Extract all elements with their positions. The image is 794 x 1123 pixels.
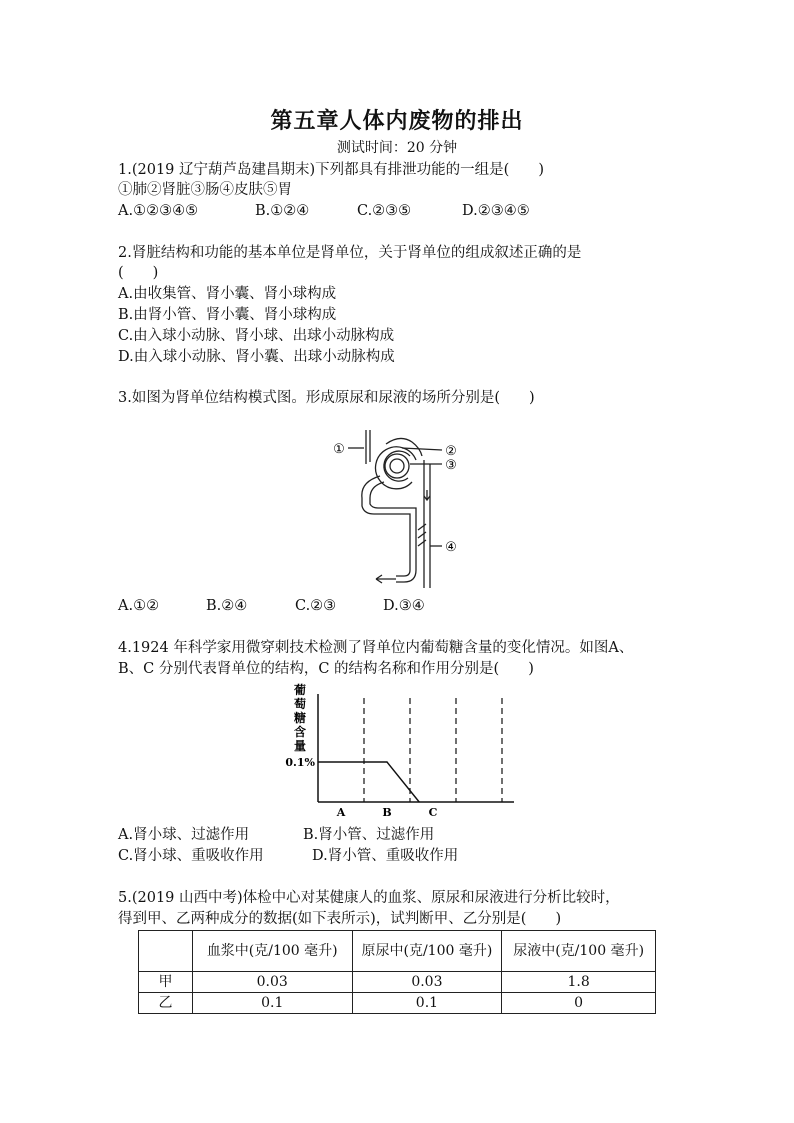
- table-row: [139, 993, 656, 1014]
- glucose-point-1: [317, 761, 318, 762]
- q4-option-c: C.肾小球、重吸收作用: [118, 848, 264, 864]
- table-cell: 乙: [139, 993, 193, 1014]
- composition-table: [138, 930, 656, 1014]
- table-header-cell: 尿液中(克/100 毫升): [502, 931, 656, 972]
- q3-stem: 3.如图为肾单位结构模式图。形成原尿和尿液的场所分别是( ): [118, 390, 535, 406]
- glucose-point-3: [419, 801, 420, 802]
- table-cell: 0: [502, 993, 656, 1014]
- glomerulus: [385, 454, 409, 478]
- table-header-cell: 血浆中(克/100 毫升): [192, 931, 352, 972]
- table-cell: 0.1: [352, 993, 502, 1014]
- q4-stem-line1: 4.1924 年科学家用微穿刺技术检测了肾单位内葡萄糖含量的变化情况。如图A、: [118, 640, 634, 656]
- q5-stem-line2: 得到甲、乙两种成分的数据(如下表所示)，试判断甲、乙分别是( ): [118, 911, 562, 927]
- table-cell: 甲: [139, 972, 193, 993]
- q2-paren: ( ): [118, 265, 159, 281]
- q2-option-b: B.由肾小管、肾小囊、肾小球构成: [118, 307, 337, 323]
- glucose-content-chart: [280, 682, 520, 822]
- figure-label-2: ②: [445, 444, 457, 459]
- q1-stem: 1.(2019 辽宁葫芦岛建昌期末)下列都具有排泄功能的一组是( ): [118, 162, 544, 178]
- q1-option-d: D.②③④⑤: [462, 203, 530, 219]
- q2-option-a: A.由收集管、肾小囊、肾小球构成: [118, 286, 337, 302]
- page-title: 第五章人体内废物的排出: [270, 108, 524, 134]
- table-row: [139, 972, 656, 993]
- y-axis-label-char: 葡: [293, 683, 307, 697]
- q1-option-b: B.①②④: [255, 203, 310, 219]
- q2-option-d: D.由入球小动脉、肾小囊、出球小动脉构成: [118, 349, 395, 365]
- figure-label-4: ④: [445, 540, 457, 555]
- figure-label-3: ③: [445, 458, 457, 473]
- y-axis-label-char: 糖: [293, 711, 307, 725]
- q2-stem: 2.肾脏结构和功能的基本单位是肾单位，关于肾单位的组成叙述正确的是: [118, 245, 582, 261]
- table-cell: 0.03: [192, 972, 352, 993]
- q3-option-a: A.①②: [118, 598, 160, 614]
- test-duration: 测试时间：20 分钟: [336, 140, 458, 156]
- table-header-cell: [139, 931, 193, 972]
- q4-stem-line2: B、C 分别代表肾单位的结构，C 的结构名称和作用分别是( ): [118, 661, 534, 677]
- q4-option-d: D.肾小管、重吸收作用: [312, 848, 459, 864]
- q3-option-c: C.②③: [295, 598, 337, 614]
- q1-option-c: C.②③⑤: [357, 203, 412, 219]
- y-axis-label-char: 含: [293, 725, 307, 739]
- x-tick-label-a: A: [336, 806, 346, 819]
- table-header-cell: 原尿中(克/100 毫升): [352, 931, 502, 972]
- figure-label-1: ①: [333, 442, 345, 457]
- nephron-diagram: [330, 420, 480, 588]
- renal-tubule: [362, 476, 410, 570]
- glucose-point-2: [386, 761, 387, 762]
- q5-stem-line1: 5.(2019 山西中考)体检中心对某健康人的血浆、原尿和尿液进行分析比较时，: [118, 890, 620, 906]
- q4-option-b: B.肾小管、过滤作用: [303, 827, 435, 843]
- table-cell: 0.1: [192, 993, 352, 1014]
- q2-option-c: C.由入球小动脉、肾小球、出球小动脉构成: [118, 328, 395, 344]
- x-tick-label-b: B: [382, 806, 392, 819]
- glucose-series-line: [318, 762, 419, 802]
- q3-option-d: D.③④: [383, 598, 425, 614]
- q4-option-a: A.肾小球、过滤作用: [118, 827, 250, 843]
- table-cell: 0.03: [352, 972, 502, 993]
- y-axis-label-char: 萄: [293, 697, 307, 711]
- q1-items: ①肺②肾脏③肠④皮肤⑤胃: [118, 182, 292, 198]
- q1-option-a: A.①②③④⑤: [118, 203, 199, 219]
- table-cell: 1.8: [502, 972, 656, 993]
- y-axis-label-char: 量: [293, 739, 307, 753]
- y-tick-label: 0.1%: [285, 756, 315, 769]
- q3-option-b: B.②④: [206, 598, 248, 614]
- table-header-row: [139, 931, 656, 972]
- x-tick-label-c: C: [428, 806, 438, 819]
